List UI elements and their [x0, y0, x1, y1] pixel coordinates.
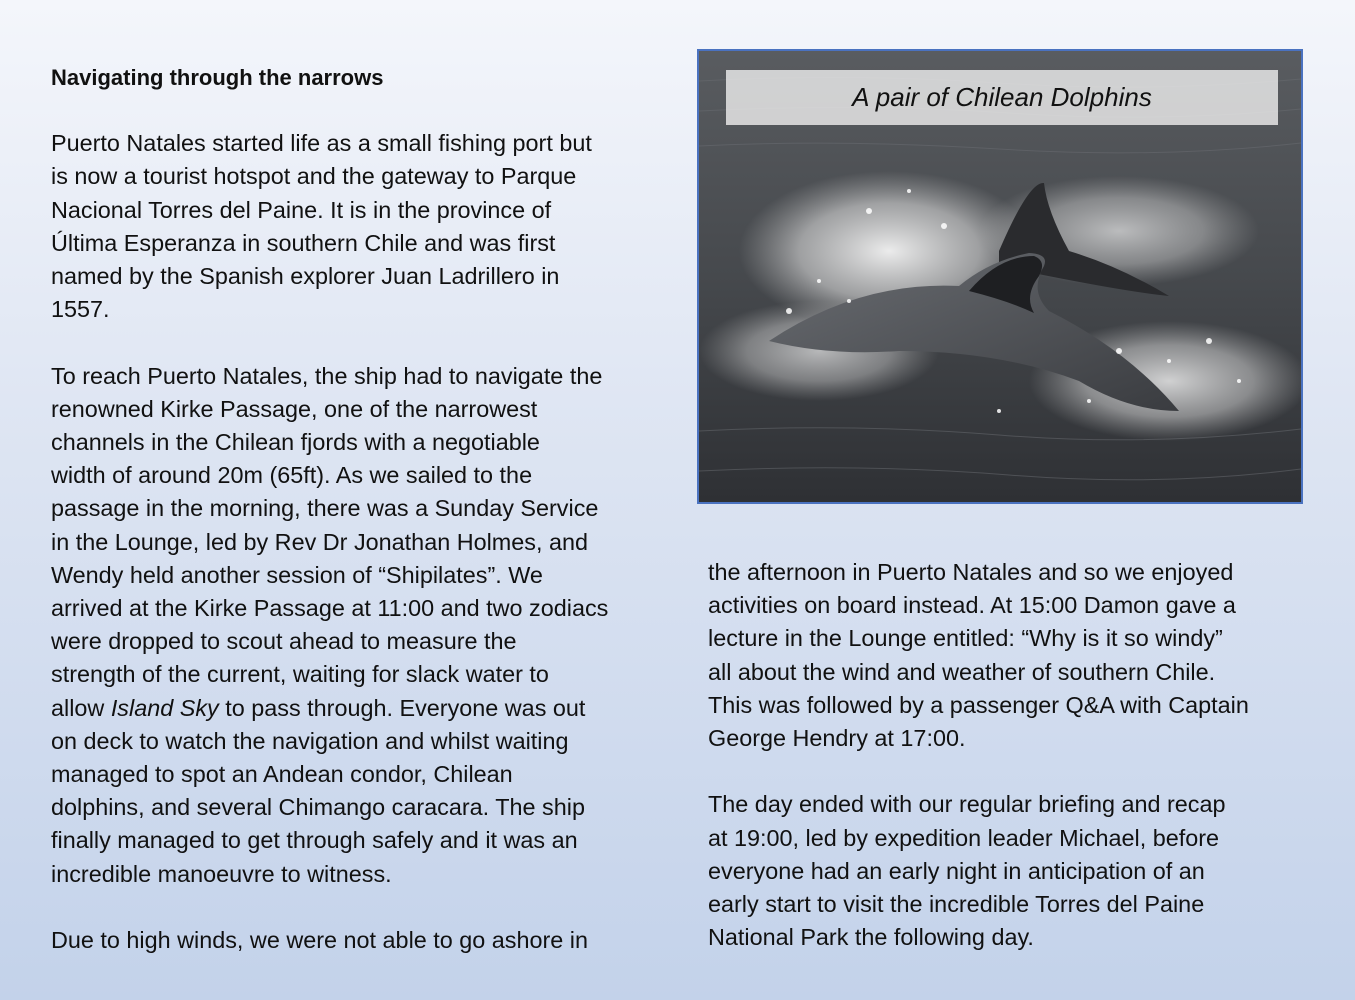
- section-heading: Navigating through the narrows: [51, 65, 384, 90]
- paragraph-day-ended: The day ended with our regular briefing and recap at 19:00, led by expedition leader Michael, before everyone had an early night in anticipation of an early start to visit the incredible Torres del Paine National Park the following day.: [708, 791, 1226, 951]
- paragraph-kirke-passage-end: to pass through. Everyone was out on deck to watch the navigation and whilst waiting managed to spot an Andean condor, Chilean dolphins, and several Chimango caracara. The ship finally managed to get through safely and it was an incredible manoeuvre to witness.: [51, 694, 586, 887]
- paragraph-high-winds: Due to high winds, we were not able to go ashore in: [51, 927, 589, 954]
- dolphin-photo: [697, 49, 1303, 504]
- paragraph-kirke-passage-start: To reach Puerto Natales, the ship had to navigate the renowned Kirke Passage, one of the narrowest channels in the Chilean fjords with a negotiable width of around 20m (65ft). As we sailed to the passage in the morning, there was a Sunday Service in the Lounge, led by Rev Dr Jonathan Holmes, and Wendy held another session of “Shipilates”. We arrived at the Kirke Passage at 11:00 and two zodiacs were dropped to scout ahead to measure the strength of the current, waiting for slack water to allow: [51, 362, 609, 721]
- right-column: [708, 556, 1318, 954]
- paragraph-kirke-passage: [51, 360, 661, 891]
- ship-name: Island Sky: [110, 694, 219, 721]
- photo-caption: A pair of Chilean Dolphins: [726, 70, 1278, 125]
- paragraph-puerto-natales: Puerto Natales started life as a small fishing port but is now a tourist hotspot and the gateway to Parque Nacional Torres del Paine. It is in the province of Última Esperanza in southern Chile and was first named by the Spanish explorer Juan Ladrillero in 1557.: [51, 130, 592, 323]
- left-column: [51, 62, 661, 957]
- paragraph-afternoon: the afternoon in Puerto Natales and so we enjoyed activities on board instead. At 15:00 Damon gave a lecture in the Lounge entitled: “Why is it so windy” all about the wind and weather of southern Chile. This was followed by a passenger Q&A with Captain George Hendry at 17:00.: [708, 559, 1249, 752]
